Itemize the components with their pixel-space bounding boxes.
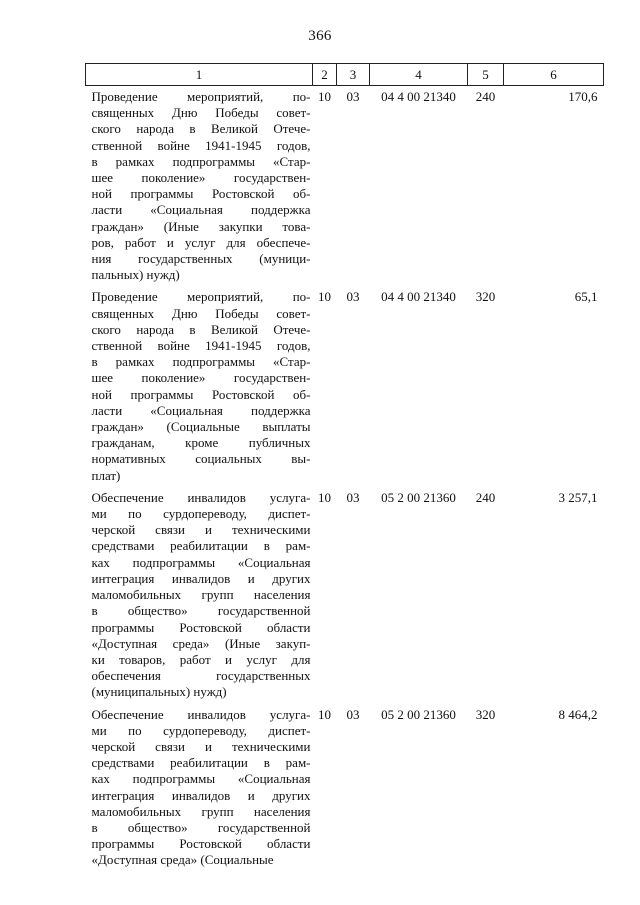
description-line: Обеспечение инвалидов услуга- [91, 706, 311, 722]
description-line: ми по сурдопереводу, диспет- [91, 722, 311, 738]
description-line: «Доступная среда» (Иные закуп- [91, 635, 311, 651]
description-line: гражданам, кроме публичных [91, 435, 311, 451]
description-line: граждан» (Социальные выплаты [91, 419, 311, 435]
description-line: ках подпрограммы «Социальная [91, 554, 311, 570]
table-body [86, 86, 604, 872]
expense-type-code: 320 [475, 289, 496, 305]
section-code: 10 [318, 89, 331, 104]
amount-value: 170,6 [568, 89, 598, 104]
amount-value: 65,1 [574, 289, 598, 305]
column-header-2: 2 [313, 64, 337, 86]
expense-type-code: 240 [475, 489, 496, 505]
subsection-code: 03 [346, 289, 360, 305]
description-line: маломобильных групп населения [91, 587, 311, 603]
description-line: ках подпрограммы «Социальная [91, 771, 311, 787]
description-line: ласти «Социальная поддержка [91, 202, 311, 218]
description-line: шее поколение» государствен- [91, 370, 311, 386]
table-header [86, 64, 604, 86]
column-header-5: 5 [468, 64, 504, 86]
description-line: нормативных социальных вы- [91, 451, 311, 467]
description-line: ния государственных (муници- [91, 251, 311, 267]
description-line: программы Ростовской области [91, 836, 311, 852]
description-line: ми по сурдопереводу, диспет- [91, 506, 311, 522]
column-header-4: 4 [370, 64, 468, 86]
row-description [86, 487, 313, 704]
page-number: 366 [308, 28, 332, 44]
section-code: 10 [318, 706, 331, 722]
description-line: в рамках подпрограммы «Стар- [91, 153, 311, 169]
table-row [86, 286, 604, 486]
description-line: черской связи и техническими [91, 738, 311, 754]
subsection-code: 03 [346, 706, 360, 722]
table-row [86, 704, 604, 872]
row-description [86, 286, 313, 486]
description-line: средствами реабилитации в рам- [91, 755, 311, 771]
subsection-code: 03 [346, 89, 360, 104]
target-article-code: 05 2 00 21360 [381, 489, 456, 505]
header-row [86, 64, 604, 86]
description-line: граждан» (Иные закупки това- [91, 218, 311, 234]
description-line: средствами реабилитации в рам- [91, 538, 311, 554]
target-article-code: 04 4 00 21340 [381, 289, 456, 305]
description-line: пальных) нужд) [91, 267, 180, 283]
description-line: ров, работ и услуг для обеспече- [91, 234, 311, 250]
description-line: ки товаров, работ и услуг для [91, 651, 311, 667]
description-line: в обществo» государственной [91, 603, 311, 619]
subsection-code: 03 [346, 489, 360, 505]
column-header-1: 1 [86, 64, 313, 86]
description-line: маломобильных групп населения [91, 803, 311, 819]
row-description [86, 704, 313, 872]
description-line: священных Дню Победы совет- [91, 305, 311, 321]
description-line: ского народа в Великой Отече- [91, 321, 311, 337]
description-line: ной программы Ростовской об- [91, 386, 311, 402]
description-line: черской связи и техническими [91, 522, 311, 538]
description-line: интеграция инвалидов и других [91, 787, 311, 803]
table-row [86, 86, 604, 287]
description-line: в рамках подпрограммы «Стар- [91, 354, 311, 370]
description-line: «Доступная среда» (Социальные [91, 852, 274, 868]
description-line: Обеспечение инвалидов услуга- [91, 489, 311, 505]
budget-table [85, 63, 604, 872]
description-line: (муниципальных) нужд) [91, 684, 227, 700]
description-line: Проведение мероприятий, по- [91, 89, 311, 104]
column-header-6: 6 [504, 64, 604, 86]
amount-value: 8 464,2 [558, 706, 598, 722]
target-article-code: 05 2 00 21360 [381, 706, 456, 722]
description-line: ласти «Социальная поддержка [91, 402, 311, 418]
section-code: 10 [318, 489, 331, 505]
expense-type-code: 320 [475, 706, 496, 722]
section-code: 10 [318, 289, 331, 305]
table-row [86, 487, 604, 704]
description-line: обеспечения государственных [91, 668, 311, 684]
target-article-code: 04 4 00 21340 [381, 89, 456, 104]
description-line: в обществo» государственной [91, 819, 311, 835]
description-line: Проведение мероприятий, по- [91, 289, 311, 305]
column-header-3: 3 [337, 64, 370, 86]
description-line: интеграция инвалидов и других [91, 570, 311, 586]
row-description [86, 86, 313, 287]
expense-type-code: 240 [475, 89, 496, 104]
description-line: плат) [91, 467, 121, 483]
description-line: ной программы Ростовской об- [91, 186, 311, 202]
description-line: ского народа в Великой Отече- [91, 121, 311, 137]
description-line: программы Ростовской области [91, 619, 311, 635]
description-line: ственной войне 1941-1945 годов, [91, 137, 311, 153]
description-line: ственной войне 1941-1945 годов, [91, 338, 311, 354]
amount-value: 3 257,1 [558, 489, 598, 505]
description-line: шее поколение» государствен- [91, 170, 311, 186]
description-line: священных Дню Победы совет- [91, 105, 311, 121]
